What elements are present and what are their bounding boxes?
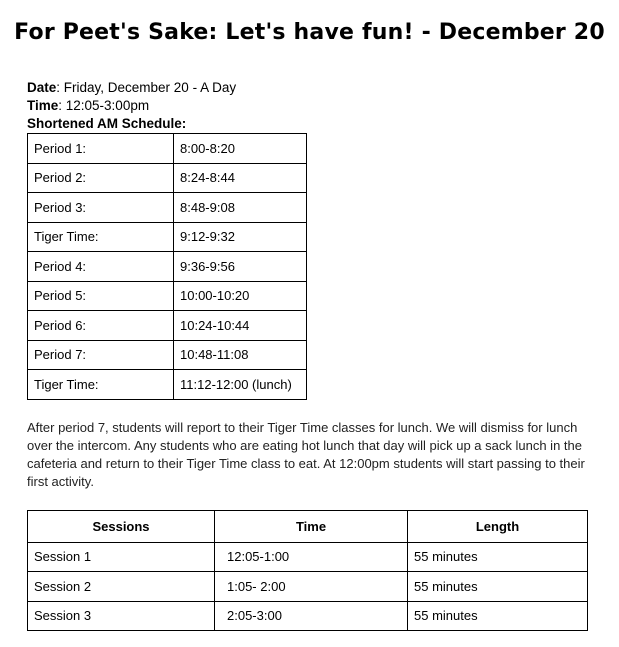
table-row xyxy=(28,311,307,341)
time-cell: 8:24-8:44 xyxy=(174,163,307,193)
time-label: Time xyxy=(27,98,59,113)
length-column-header: Length xyxy=(408,511,588,543)
page-title: For Peet's Sake: Let's have fun! - December 20 xyxy=(14,20,605,45)
period-cell: Period 3: xyxy=(28,193,174,223)
table-row xyxy=(28,252,307,282)
table-row xyxy=(28,281,307,311)
time-cell: 8:00-8:20 xyxy=(174,134,307,164)
table-row xyxy=(28,601,588,631)
session-length-cell: 55 minutes xyxy=(408,542,588,572)
time-cell: 11:12-12:00 (lunch) xyxy=(174,370,307,400)
table-row xyxy=(28,370,307,400)
session-length-cell: 55 minutes xyxy=(408,601,588,631)
table-row xyxy=(28,163,307,193)
time-cell: 9:36-9:56 xyxy=(174,252,307,282)
am-schedule-table xyxy=(27,133,307,400)
period-cell: Tiger Time: xyxy=(28,370,174,400)
period-cell: Period 5: xyxy=(28,281,174,311)
period-cell: Period 4: xyxy=(28,252,174,282)
time-cell: 9:12-9:32 xyxy=(174,222,307,252)
am-schedule-heading: Shortened AM Schedule: xyxy=(27,116,187,131)
session-name-cell: Session 3 xyxy=(28,601,215,631)
period-cell: Period 7: xyxy=(28,340,174,370)
time-line xyxy=(27,97,149,115)
table-row xyxy=(28,572,588,602)
period-cell: Period 1: xyxy=(28,134,174,164)
time-column-header: Time xyxy=(215,511,408,543)
sessions-table xyxy=(27,510,588,631)
period-cell: Tiger Time: xyxy=(28,222,174,252)
table-row xyxy=(28,134,307,164)
period-cell: Period 2: xyxy=(28,163,174,193)
period-cell: Period 6: xyxy=(28,311,174,341)
sessions-column-header: Sessions xyxy=(28,511,215,543)
date-value: : Friday, December 20 - A Day xyxy=(56,80,237,95)
time-cell: 10:48-11:08 xyxy=(174,340,307,370)
session-length-cell: 55 minutes xyxy=(408,572,588,602)
time-cell: 10:00-10:20 xyxy=(174,281,307,311)
session-time-cell: 12:05-1:00 xyxy=(215,542,408,572)
table-row xyxy=(28,222,307,252)
session-time-cell: 1:05- 2:00 xyxy=(215,572,408,602)
table-row xyxy=(28,193,307,223)
time-cell: 8:48-9:08 xyxy=(174,193,307,223)
date-line xyxy=(27,79,236,97)
lunch-paragraph: After period 7, students will report to their Tiger Time classes for lunch. We will dismiss for lunch over the intercom. Any students who are eating hot lunch that day will pick up a sack lunch in the cafeteria and return to their Tiger Time class to eat. At 12:00pm students will start passing to their first activity. xyxy=(27,420,585,489)
table-row xyxy=(28,340,307,370)
table-row xyxy=(28,542,588,572)
session-name-cell: Session 2 xyxy=(28,572,215,602)
time-cell: 10:24-10:44 xyxy=(174,311,307,341)
session-time-cell: 2:05-3:00 xyxy=(215,601,408,631)
session-name-cell: Session 1 xyxy=(28,542,215,572)
time-value: : 12:05-3:00pm xyxy=(58,98,150,113)
sessions-header-row xyxy=(28,511,588,543)
date-label: Date xyxy=(27,80,57,95)
